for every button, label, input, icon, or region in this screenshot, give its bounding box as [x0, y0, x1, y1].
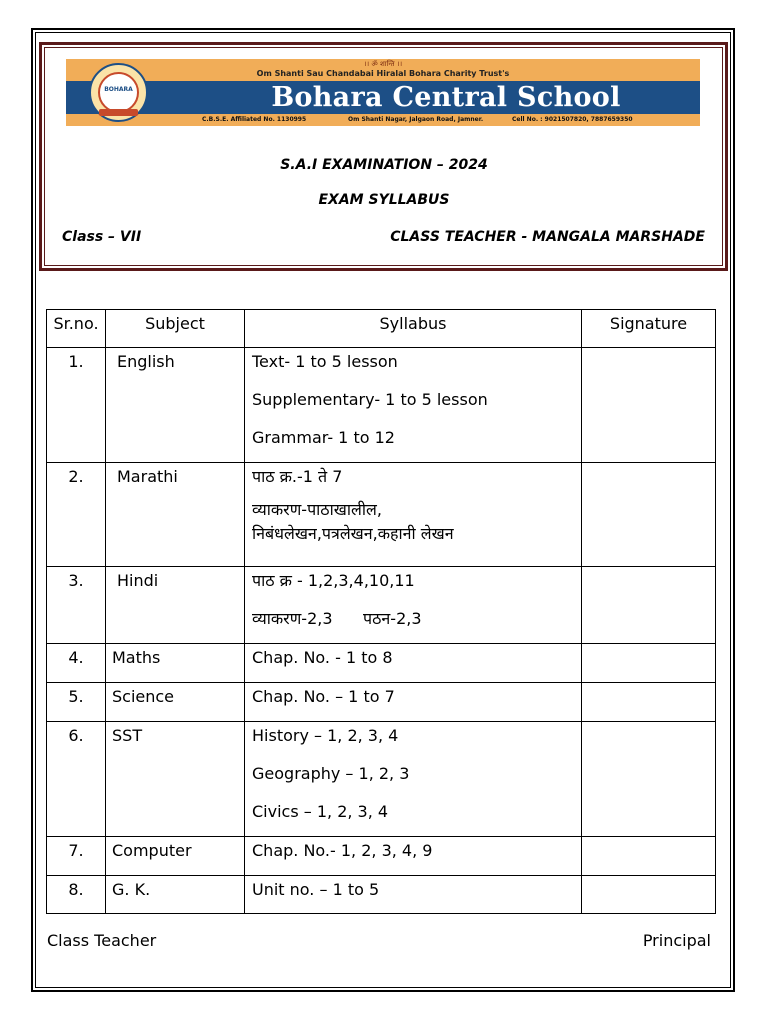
logo-ribbon [99, 109, 138, 116]
school-banner [66, 59, 700, 126]
phone-text: Cell No. : 9021507820, 7887659350 [512, 116, 633, 123]
row-sr: 6. [47, 722, 106, 837]
row-sr: 2. [47, 463, 106, 567]
signature-cell [582, 683, 716, 722]
syllabus-line: पाठ क्र - 1,2,3,4,10,11 [252, 571, 415, 590]
row-subject: Science [106, 683, 245, 722]
syllabus-table [46, 309, 716, 914]
exam-subtitle: EXAM SYLLABUS [318, 192, 450, 208]
syllabus-line: Geography – 1, 2, 3 [252, 764, 410, 783]
syllabus-line: Chap. No.- 1, 2, 3, 4, 9 [252, 841, 433, 860]
syllabus-line: Chap. No. – 1 to 7 [252, 687, 395, 706]
signature-cell [582, 722, 716, 837]
row-syllabus [245, 837, 582, 876]
syllabus-line: Chap. No. - 1 to 8 [252, 648, 393, 667]
row-syllabus [245, 463, 582, 567]
syllabus-line: Text- 1 to 5 lesson [252, 352, 398, 371]
row-sr: 4. [47, 644, 106, 683]
row-subject: SST [106, 722, 245, 837]
header-signature: Signature [582, 310, 716, 348]
signature-cell [582, 567, 716, 644]
syllabus-line: Supplementary- 1 to 5 lesson [252, 390, 488, 409]
row-syllabus [245, 644, 582, 683]
row-subject: Marathi [106, 463, 245, 567]
row-subject: G. K. [106, 876, 245, 914]
table-row [47, 837, 716, 876]
header-subject: Subject [106, 310, 245, 348]
banner-footer [66, 115, 700, 126]
syllabus-line: Civics – 1, 2, 3, 4 [252, 802, 389, 821]
syllabus-line: History – 1, 2, 3, 4 [252, 726, 399, 745]
signature-cell [582, 463, 716, 567]
row-subject: Maths [106, 644, 245, 683]
row-sr: 5. [47, 683, 106, 722]
table-row [47, 463, 716, 567]
syllabus-line: व्याकरण-2,3 पठन-2,3 [252, 609, 422, 628]
school-name: Bohara Central School [271, 82, 621, 113]
header-syllabus: Syllabus [245, 310, 582, 348]
exam-title: S.A.I EXAMINATION – 2024 [280, 157, 488, 173]
signature-cell [582, 348, 716, 463]
affiliation-text: C.B.S.E. Affiliated No. 1130995 [202, 116, 307, 123]
row-syllabus [245, 722, 582, 837]
logo-inner-ring [98, 72, 139, 113]
syllabus-line: निबंधलेखन,पत्रलेखन,कहानी लेखन [252, 524, 454, 543]
header-sr-no: Sr.no. [47, 310, 106, 348]
address-text: Om Shanti Nagar, Jalgaon Road, Jamner. [348, 116, 484, 123]
school-logo [89, 63, 148, 122]
table-header-row [47, 310, 716, 348]
logo-text: BOHARA [104, 86, 133, 93]
signature-cell [582, 837, 716, 876]
table-row [47, 348, 716, 463]
row-sr: 7. [47, 837, 106, 876]
row-sr: 1. [47, 348, 106, 463]
table-row [47, 644, 716, 683]
row-syllabus [245, 876, 582, 914]
table-row [47, 722, 716, 837]
row-subject: English [106, 348, 245, 463]
row-sr: 3. [47, 567, 106, 644]
class-label: Class – VII [62, 229, 142, 245]
syllabus-line: पाठ क्र.-1 ते 7 [252, 467, 343, 486]
signature-cell [582, 644, 716, 683]
row-syllabus [245, 683, 582, 722]
row-subject: Computer [106, 837, 245, 876]
principal-signature-label: Principal [642, 931, 711, 950]
class-teacher-signature-label: Class Teacher [47, 931, 157, 950]
class-teacher-label: CLASS TEACHER - MANGALA MARSHADE [390, 229, 705, 245]
table-row [47, 876, 716, 914]
syllabus-line: Unit no. – 1 to 5 [252, 880, 380, 899]
syllabus-line: व्याकरण-पाठाखालील, [252, 500, 382, 519]
row-subject: Hindi [106, 567, 245, 644]
syllabus-line: Grammar- 1 to 12 [252, 428, 395, 447]
banner-trust-name: Om Shanti Sau Chandabai Hiralal Bohara Charity Trust's [256, 69, 510, 78]
row-syllabus [245, 348, 582, 463]
signature-cell [582, 876, 716, 914]
banner-motto: ।। ॐ शान्ति ।। [363, 60, 403, 68]
row-sr: 8. [47, 876, 106, 914]
table-row [47, 567, 716, 644]
table-row [47, 683, 716, 722]
row-syllabus [245, 567, 582, 644]
